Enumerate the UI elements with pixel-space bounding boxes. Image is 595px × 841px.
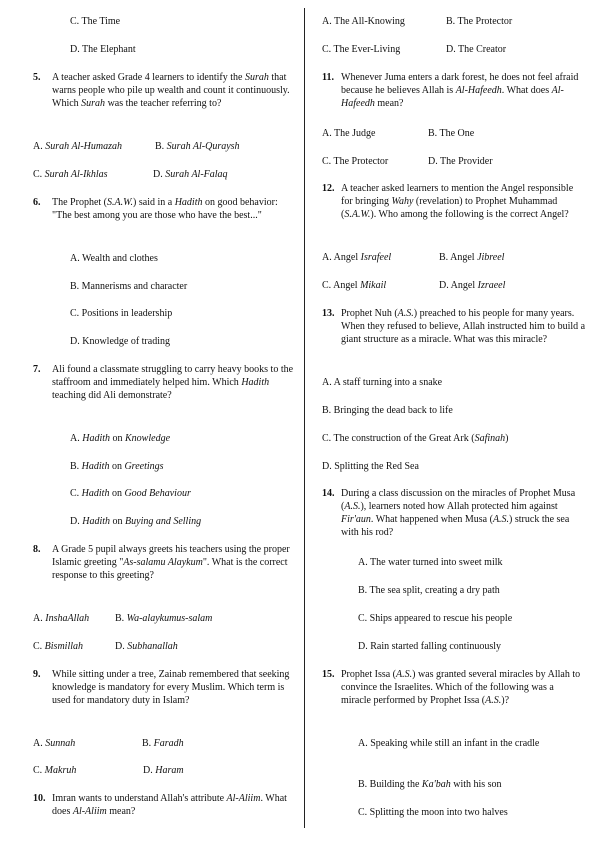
q11-option-d: D. The Provider [428, 156, 493, 167]
q14-option-a: A. The water turned into sweet milk [358, 557, 503, 568]
q7-option-c: C. Hadith on Good Behaviour [70, 488, 191, 499]
q10-option-b: B. The Protector [446, 16, 513, 27]
q11-option-a: A. The Judge [322, 128, 376, 139]
question-stem: A teacher asked Grade 4 learners to identify the Surah that warns people who pile up wealth and count it continuously. Which Surah was the teacher referring to? [52, 72, 290, 109]
q15-option-b: B. Building the Ka'bah with his son [358, 779, 502, 790]
q8-option-b: B. Wa-alaykumus-salam [115, 613, 213, 624]
q12-option-b: B. Angel Jibreel [439, 252, 505, 263]
question-number: 9. [33, 669, 41, 680]
q12-option-a: A. Angel Israfeel [322, 252, 392, 263]
question-number: 10. [33, 793, 46, 804]
q13-option-b: B. Bringing the dead back to life [322, 405, 453, 416]
question-number: 13. [322, 308, 335, 319]
question-stem: A Grade 5 pupil always greets his teachers using the proper Islamic greeting "As-salamu Alaykum". What is the correct response to this greeting? [52, 544, 290, 581]
question-number: 12. [322, 183, 335, 194]
question-stem: Whenever Juma enters a dark forest, he does not feel afraid because he believes Allah is Al-Hafeedh. What does Al-Hafeedh mean? [341, 72, 579, 109]
q7-option-b: B. Hadith on Greetings [70, 461, 164, 472]
q5-option-b: B. Surah Al-Quraysh [155, 141, 240, 152]
q12-option-d: D. Angel Izraeel [439, 280, 506, 291]
q7-option-d: D. Hadith on Buying and Selling [70, 516, 202, 527]
question-stem: During a class discussion on the miracles of Prophet Musa (A.S.), learners noted how Allah protected him against Fir'aun. What happened when Musa (A.S.) struck the sea with his rod? [341, 488, 576, 538]
q7-option-a: A. Hadith on Knowledge [70, 433, 171, 444]
q5-option-a: A. Surah Al-Humazah [33, 141, 122, 152]
q8-option-a: A. InshaAllah [33, 613, 90, 624]
question-stem: Prophet Issa (A.S.) was granted several miracles by Allah to convince the Israelites. Which of the following was a miracle performed by Prophet Issa (A.S.)? [341, 669, 581, 706]
question-number: 6. [33, 197, 41, 208]
question-number: 8. [33, 544, 41, 555]
q6-option-c: C. Positions in leadership [70, 308, 173, 319]
q9-option-b: B. Faradh [142, 738, 184, 749]
question-stem: Ali found a classmate struggling to carry heavy books to the staffroom and immediately helped him. Which Hadith teaching did Ali demonstrate? [52, 364, 294, 401]
question-number: 15. [322, 669, 335, 680]
q13-option-d: D. Splitting the Red Sea [322, 461, 419, 472]
q12-option-c: C. Angel Mikail [322, 280, 387, 291]
column-divider [304, 8, 305, 828]
q6-option-a: A. Wealth and clothes [70, 253, 158, 264]
question-stem: Imran wants to understand Allah's attribute Al-Aliim. What does Al-Aliim mean? [52, 793, 287, 817]
question-stem: The Prophet (S.A.W.) said in a Hadith on good behavior: "The best among you are those who have the best..." [52, 197, 278, 221]
q15-option-a: A. Speaking while still an infant in the cradle [358, 738, 540, 749]
q10-option-d: D. The Creator [446, 44, 507, 55]
q13-option-a: A. A staff turning into a snake [322, 377, 443, 388]
q13-option-c: C. The construction of the Great Ark (Safinah) [322, 433, 509, 444]
question-number: 7. [33, 364, 41, 375]
q4-option-c: C. The Time [70, 16, 121, 27]
q10-option-a: A. The All-Knowing [322, 16, 405, 27]
q15-option-c: C. Splitting the moon into two halves [358, 807, 508, 818]
q14-option-c: C. Ships appeared to rescue his people [358, 613, 513, 624]
q9-option-a: A. Sunnah [33, 738, 76, 749]
question-stem: Prophet Nuh (A.S.) preached to his people for many years. When they refused to believe, Allah instructed him to build a giant structure as a miracle. What was this miracle? [341, 308, 586, 345]
q14-option-b: B. The sea split, creating a dry path [358, 585, 500, 596]
question-stem: A teacher asked learners to mention the Angel responsible for bringing Wahy (revelation) to Prophet Muhammad (S.A.W.). Who among the following is the correct Angel? [341, 183, 574, 220]
question-number: 14. [322, 488, 335, 499]
question-stem: While sitting under a tree, Zainab remembered that seeking knowledge is mandatory for every Muslim. Which term is used for mandatory duty in Islam? [52, 669, 290, 706]
q8-option-d: D. Subhanallah [115, 641, 178, 652]
q9-option-d: D. Haram [143, 765, 184, 776]
q5-option-c: C. Surah Al-Ikhlas [33, 169, 108, 180]
q11-option-b: B. The One [428, 128, 475, 139]
question-number: 5. [33, 72, 41, 83]
q11-option-c: C. The Protector [322, 156, 389, 167]
q8-option-c: C. Bismillah [33, 641, 84, 652]
q5-option-d: D. Surah Al-Falaq [153, 169, 228, 180]
q6-option-d: D. Knowledge of trading [70, 336, 170, 347]
q4-option-d: D. The Elephant [70, 44, 136, 55]
question-number: 11. [322, 72, 334, 83]
q9-option-c: C. Makruh [33, 765, 77, 776]
q6-option-b: B. Mannerisms and character [70, 281, 188, 292]
q14-option-d: D. Rain started falling continuously [358, 641, 502, 652]
q10-option-c: C. The Ever-Living [322, 44, 401, 55]
